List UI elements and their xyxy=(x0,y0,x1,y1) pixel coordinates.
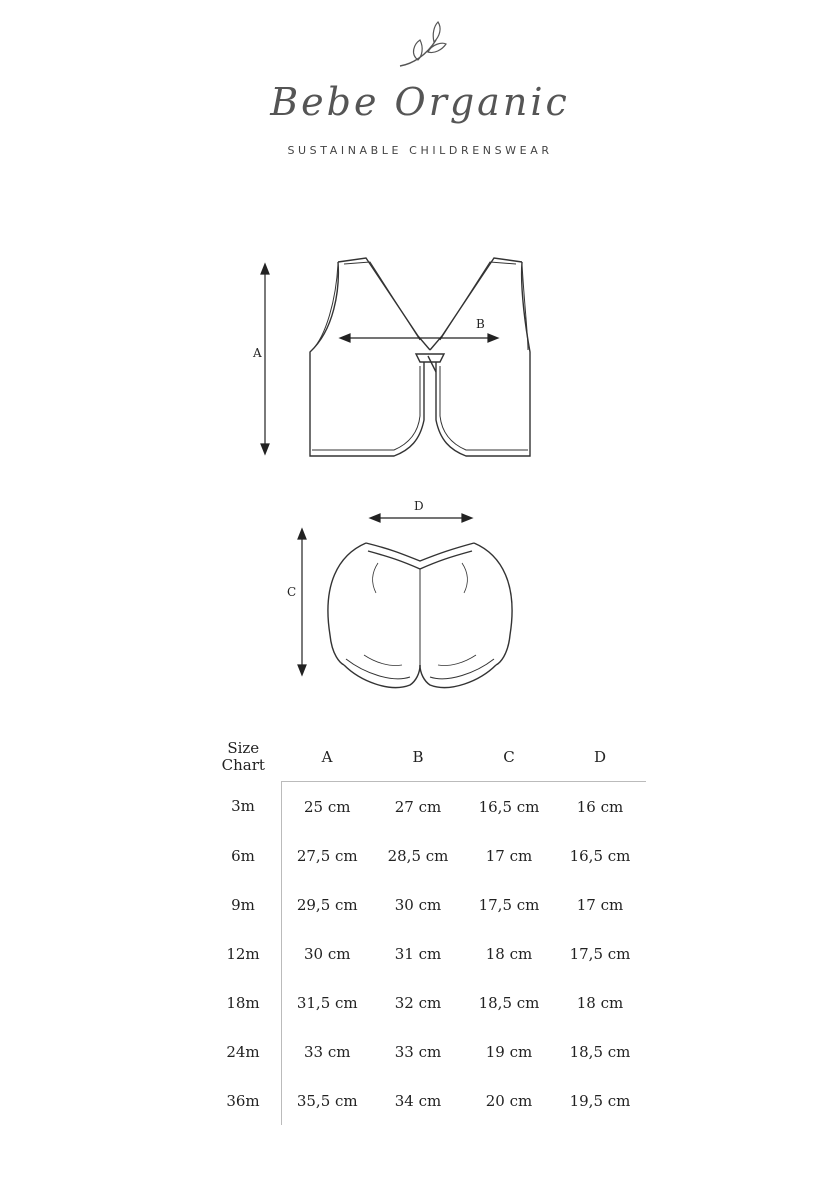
cell-d: 18,5 cm xyxy=(569,1042,631,1061)
row-size-label: 9m xyxy=(231,895,255,914)
dimension-arrow-b xyxy=(340,334,498,342)
cell-d: 19,5 cm xyxy=(569,1091,631,1110)
row-size-label: 12m xyxy=(226,944,260,963)
row-size-label: 18m xyxy=(226,993,260,1012)
cell-b: 28,5 cm xyxy=(387,846,449,865)
corner-line-2: Chart xyxy=(221,756,265,775)
cell-d: 18 cm xyxy=(576,993,624,1012)
leaf-sprig-icon xyxy=(398,20,450,70)
cell-c: 16,5 cm xyxy=(478,797,540,816)
table-header-row xyxy=(205,733,646,782)
cell-c: 17,5 cm xyxy=(478,895,540,914)
cell-d: 16,5 cm xyxy=(569,846,631,865)
cell-c: 18 cm xyxy=(485,944,533,963)
column-header-d: D xyxy=(555,733,646,782)
table-row xyxy=(205,1027,646,1076)
corner-line-1: Size xyxy=(227,739,260,758)
label-d: D xyxy=(414,499,424,513)
label-c: C xyxy=(287,585,297,599)
cell-a: 29,5 cm xyxy=(282,880,373,929)
cell-b: 31 cm xyxy=(394,944,442,963)
brand-name: Bebe Organic xyxy=(270,80,570,124)
table-row xyxy=(205,831,646,880)
cell-c: 18,5 cm xyxy=(478,993,540,1012)
row-size-label: 3m xyxy=(231,797,255,816)
cell-d: 17 cm xyxy=(576,895,624,914)
table-row xyxy=(205,929,646,978)
dimension-arrow-c xyxy=(298,529,306,675)
size-chart-corner-label xyxy=(205,733,282,782)
cell-b: 27 cm xyxy=(394,797,442,816)
row-size-label: 24m xyxy=(226,1042,260,1061)
column-header-b: B xyxy=(373,733,464,782)
column-header-c: C xyxy=(464,733,555,782)
cell-a: 25 cm xyxy=(282,782,373,832)
brand-tagline: SUSTAINABLE CHILDRENSWEAR xyxy=(287,144,553,157)
table-row xyxy=(205,1076,646,1125)
cell-a: 27,5 cm xyxy=(282,831,373,880)
label-a: A xyxy=(253,346,262,360)
cell-a: 35,5 cm xyxy=(282,1076,373,1125)
cell-c: 20 cm xyxy=(485,1091,533,1110)
cell-c: 17 cm xyxy=(485,846,533,865)
cell-b: 33 cm xyxy=(394,1042,442,1061)
dimension-arrow-a xyxy=(261,264,269,454)
row-size-label: 6m xyxy=(231,846,255,865)
dimension-arrow-d xyxy=(370,514,472,522)
bloomers-diagram xyxy=(280,505,540,705)
cell-a: 30 cm xyxy=(282,929,373,978)
cell-b: 34 cm xyxy=(394,1091,442,1110)
cell-b: 30 cm xyxy=(394,895,442,914)
table-row xyxy=(205,880,646,929)
vest-diagram xyxy=(240,250,560,470)
cell-d: 17,5 cm xyxy=(569,944,631,963)
row-size-label: 36m xyxy=(226,1091,260,1110)
size-chart-table xyxy=(205,733,646,1125)
table-row xyxy=(205,978,646,1027)
cell-d: 16 cm xyxy=(576,797,624,816)
table-row xyxy=(205,782,646,832)
cell-a: 33 cm xyxy=(282,1027,373,1076)
label-b: B xyxy=(476,317,485,331)
column-header-a: A xyxy=(282,733,373,782)
cell-b: 32 cm xyxy=(394,993,442,1012)
cell-c: 19 cm xyxy=(485,1042,533,1061)
cell-a: 31,5 cm xyxy=(282,978,373,1027)
